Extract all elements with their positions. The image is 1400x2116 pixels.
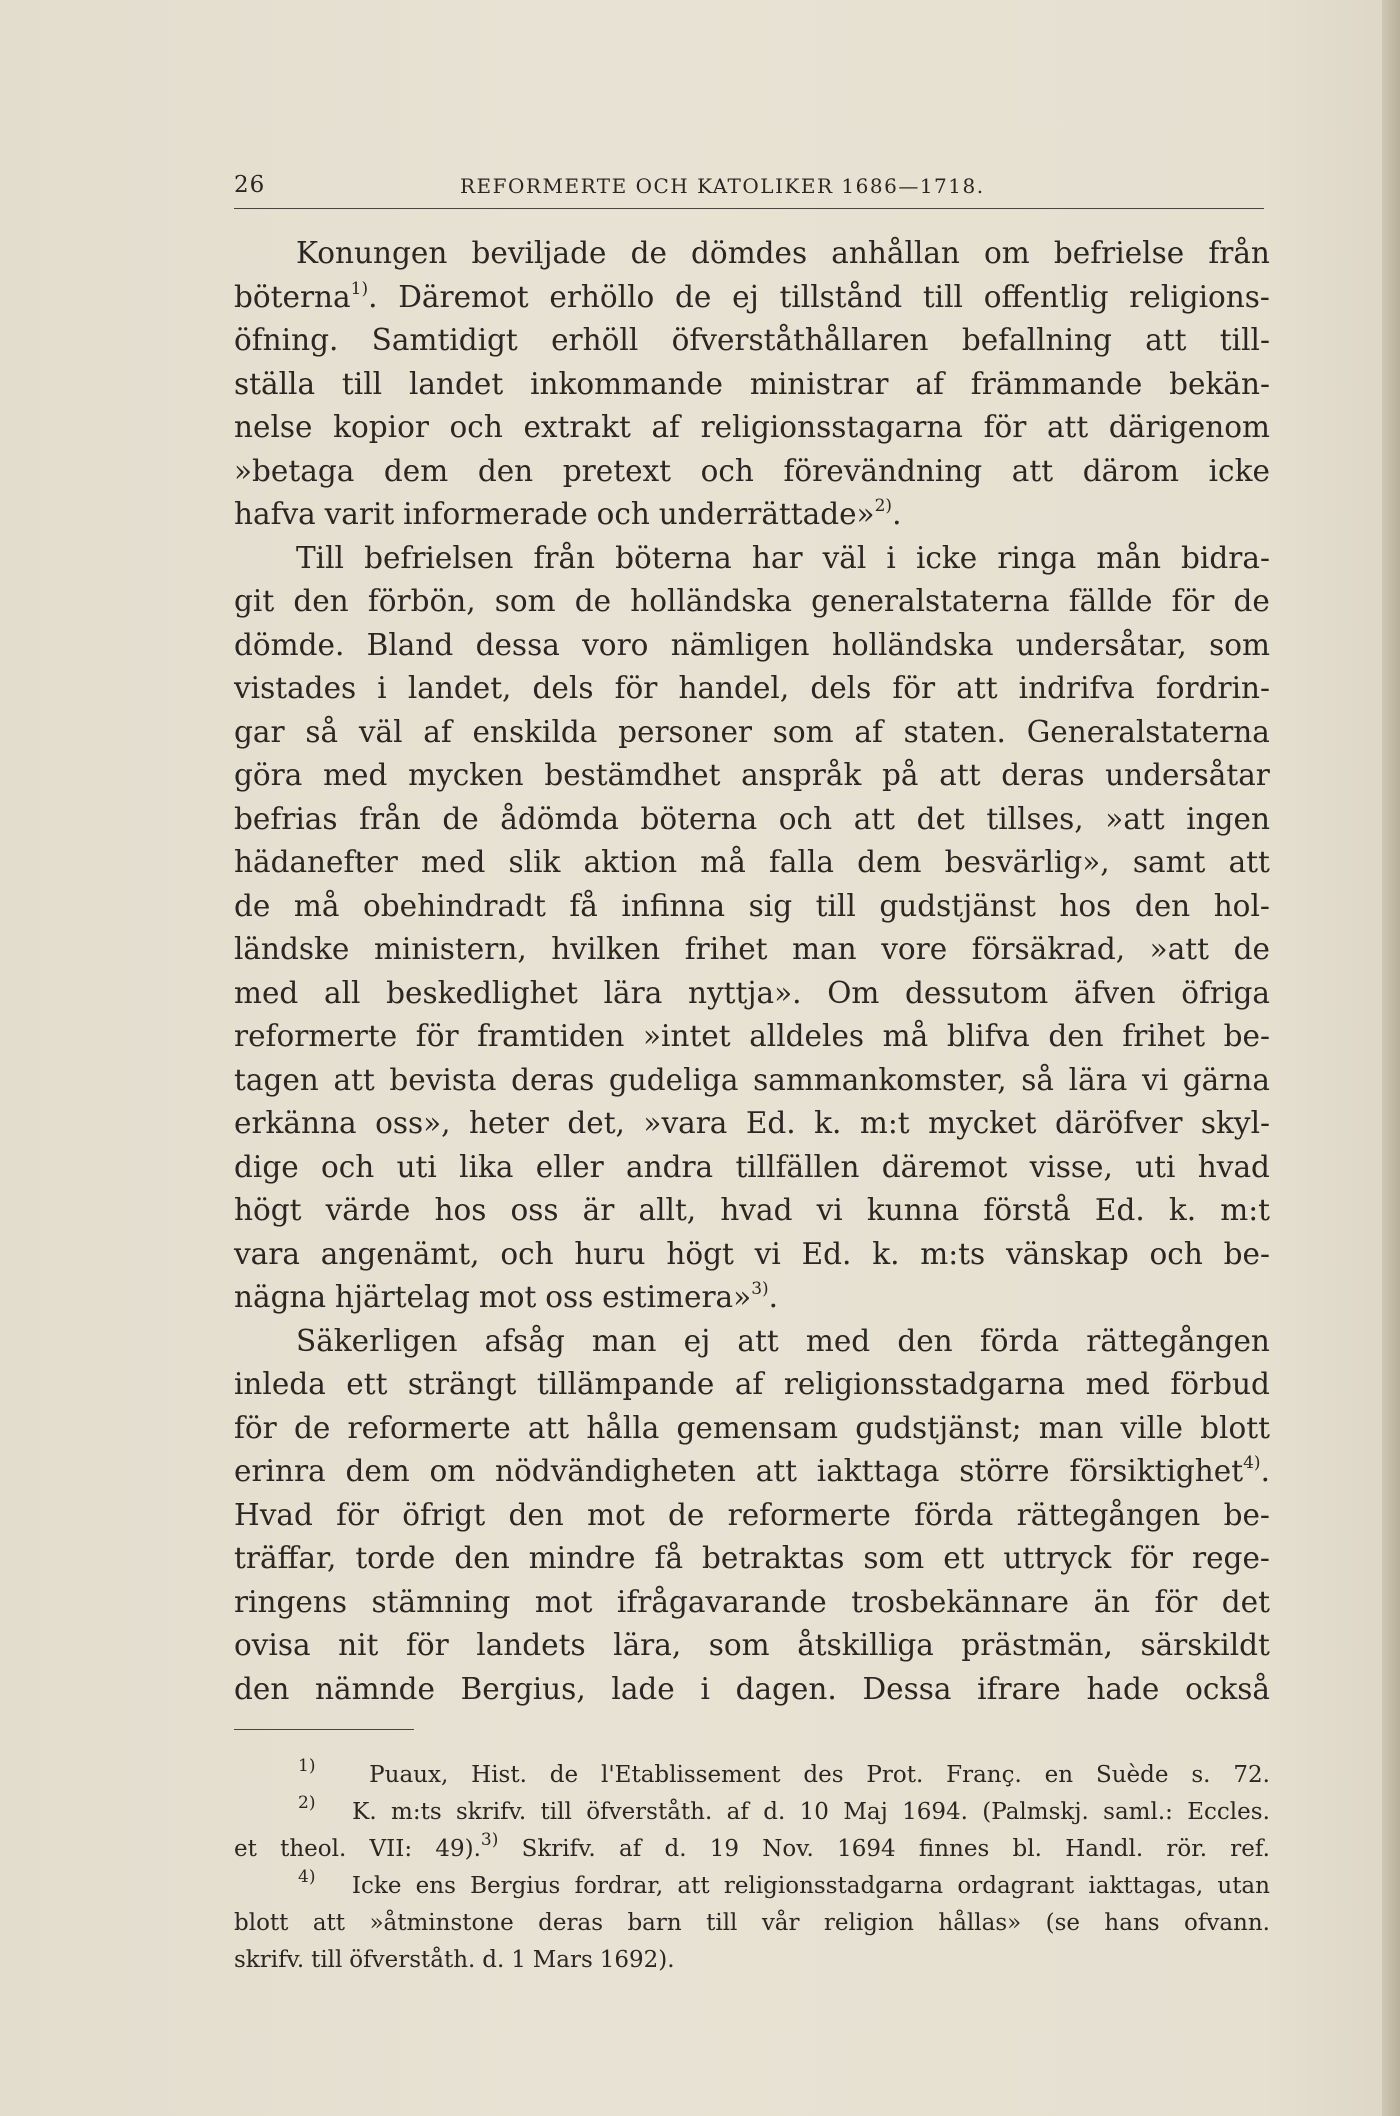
text-line: Hvad för öfrigt den mot de reformerte förda rättegången be- [234,1497,1270,1532]
footnote-line: $^{4)}$ Icke ens Bergius fordrar, att religionsstadgarna ordagrant iakttagas, utan [298,1867,1270,1899]
text-line: git den förbön, som de holländska generalstaterna fällde för de [234,584,1270,618]
footnote-divider [234,1729,414,1730]
text-line: ställa till landet inkommande ministrar af främmande bekän- [234,366,1270,401]
text-line: Säkerligen afsåg man ej att med den förda rättegången [296,1323,1270,1358]
footnote-line: $^{2)}$ K. m:ts skrifv. till öfverståth. af d. 10 Maj 1694. (Palmskj. saml.: Eccles. [298,1793,1270,1825]
text-line: för de reformerte att hålla gemensam gudstjänst; man ville blott [234,1410,1270,1445]
text-line: hädanefter med slik aktion må falla dem besvärlig», samt att [234,845,1270,879]
text-line: erkänna oss», heter det, »vara Ed. k. m:t mycket däröfver skyl- [234,1106,1270,1140]
text-line: erinra dem om nödvändigheten att iakttaga större försiktighet$^{4)}$. [234,1453,1270,1488]
text-line: vistades i landet, dels för handel, dels för att indrifva fordrin- [234,671,1270,705]
text-line: göra med mycken bestämdhet anspråk på att deras undersåtar [234,758,1270,792]
body-text [234,232,1270,1711]
footnote-reference: 4) [1243,1453,1261,1474]
text-line: »betaga dem den pretext och förevändning att därom icke [234,453,1270,488]
text-line: böterna$^{1)}$. Däremot erhöllo de ej tillstånd till offentlig religions- [234,278,1270,314]
text-line: träffar, torde den mindre få betraktas som ett uttryck för rege- [234,1541,1270,1575]
footnote-reference: 2) [874,496,893,517]
footnote-line: et theol. VII: 49).$^{3)}$ Skrifv. af d. 19 Nov. 1694 finnes bl. Handl. rör. ref. [234,1830,1270,1862]
text-line: den nämnde Bergius, lade i dagen. Dessa ifrare hade också [234,1671,1270,1706]
text-line: med all beskedlighet lära nyttja». Om dessutom äfven öfriga [234,975,1270,1010]
footnote-line: blott att »åtminstone deras barn till vår religion hållas» (se hans ofvann. [234,1910,1270,1936]
page-edge [1382,0,1400,2116]
text-line: ringens stämning mot ifrågavarande trosbekännare än för det [234,1584,1270,1619]
footnote-reference: 1) [350,278,369,299]
footnote-marker: 2) [298,1793,316,1814]
footnote-marker: 4) [298,1867,316,1888]
text-line: befrias från de ådömda böterna och att det tillses, »att ingen [234,801,1270,836]
text-line: Till befrielsen från böterna har väl i icke ringa mån bidra- [296,540,1270,575]
text-line: dige och uti lika eller andra tillfällen däremot visse, uti hvad [234,1149,1270,1184]
text-line: reformerte för framtiden »intet alldeles må blifva den frihet be- [234,1019,1270,1053]
text-line: högt värde hos oss är allt, hvad vi kunna förstå Ed. k. m:t [234,1193,1270,1227]
text-line: ländske ministern, hvilken frihet man vore försäkrad, »att de [234,932,1270,966]
text-line: öfning. Samtidigt erhöll öfverståthållaren befallning att till- [234,323,1270,357]
text-line: inleda ett strängt tillämpande af religionsstadgarna med förbud [234,1367,1270,1401]
page-header [234,168,1264,209]
text-line: de må obehindradt få infinna sig till gudstjänst hos den hol- [234,888,1270,923]
page-number: 26 [234,172,266,198]
text-line: gar så väl af enskilda personer som af staten. Generalstaterna [234,714,1270,749]
running-title: REFORMERTE OCH KATOLIKER 1686—1718. [460,174,985,198]
text-line: ovisa nit för landets lära, som åtskilliga prästmän, särskildt [234,1628,1270,1662]
text-line: tagen att bevista deras gudeliga sammankomster, så lära vi gärna [234,1062,1270,1097]
text-line: nägna hjärtelag mot oss estimera»$^{3)}$. [234,1279,779,1314]
text-line: Konungen beviljade de dömdes anhållan om befrielse från [296,236,1270,270]
footnote-marker: 1) [298,1756,316,1777]
footnote-reference: 3) [751,1279,769,1300]
text-line: dömde. Bland dessa voro nämligen holländska undersåtar, som [234,627,1270,662]
text-line: nelse kopior och extrakt af religionsstagarna för att därigenom [234,410,1270,444]
footnote-line: skrifv. till öfverståth. d. 1 Mars 1692). [234,1947,675,1973]
text-line: vara angenämt, och huru högt vi Ed. k. m:ts vänskap och be- [234,1236,1270,1271]
footnote-reference: 3) [480,1830,499,1851]
text-line: hafva varit informerade och underrättade»$^{2)}$. [234,496,902,531]
footnotes [234,1757,1270,1979]
footnote-line: $^{1)}$ Puaux, Hist. de l'Etablissement des Prot. Franç. en Suède s. 72. [298,1756,1270,1788]
